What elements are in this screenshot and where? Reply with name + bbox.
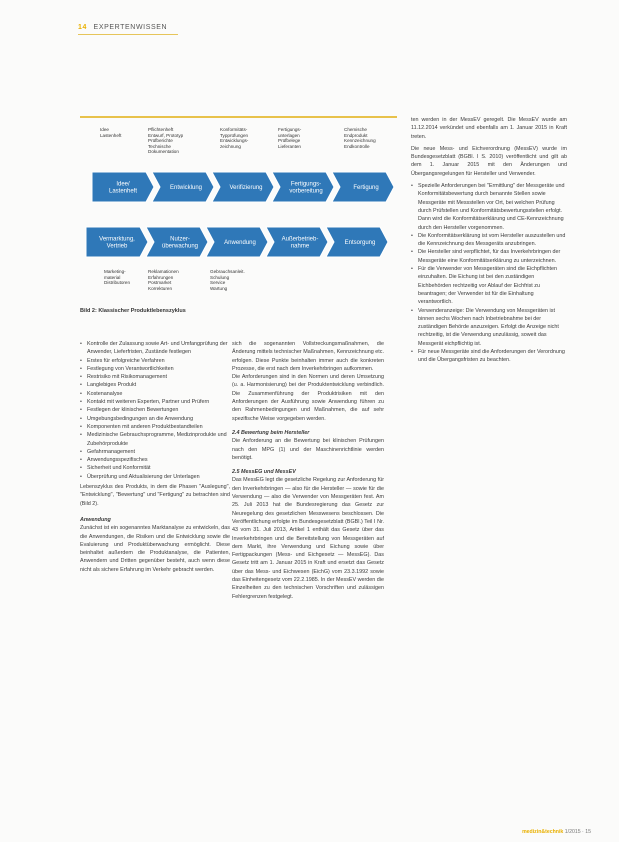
left-bullet-item: • Kontakt mit weiteren Experten, Partner und Prüfern	[80, 398, 230, 406]
middle-paragraph-1: sich die sogenannten Vollstreckungsmaßnahmen, die Änderung mittels technischer Maßnahmen, Kennzeichnung etc. erfolgen. Diese Punkte beinhalten immer auch die konkreten Prozesse, die erst nach dem Inverkehrbringen aufkommen.	[232, 341, 384, 372]
left-bullet-item: • Medizinische Gebrauchsprogramme, Medizinprodukte und Zubehörprodukte	[80, 431, 230, 448]
left-bullet-item: • Kostenanalyse	[80, 390, 230, 398]
issue-page: 1/2015 · 15	[564, 829, 591, 835]
top-category-1: Idee Lastenheft	[100, 127, 122, 138]
phase-row-2	[80, 224, 397, 260]
left-bullet-item: • Komponenten mit anderen Produktbestandteilen	[80, 423, 230, 431]
left-bullet-item: • Erstes für erfolgreiche Verfahren	[80, 357, 230, 365]
right-column	[411, 116, 567, 365]
left-bullet-item: • Überprüfung und Aktualisierung der Unterlagen	[80, 473, 230, 481]
row1-phase-label: Idee/	[116, 181, 130, 188]
row2-phase-4	[266, 227, 328, 257]
middle-column	[232, 340, 384, 601]
row1-phase-4	[272, 172, 334, 202]
page-number: 14	[78, 24, 87, 31]
right-bullet-item: • Verwenderanzeige: Die Verwendung von Messgeräten ist binnen sechs Wochen nach Inbetriebnahme bei der zuständigen Behörde anzuzeigen. Erfolgt die Anzeige nicht rechtzeitig, ist die Verwendung unzulässig, soweit das Messgerät eichpflichtig ist.	[411, 307, 567, 348]
left-bullet-item: • Kontrolle der Zulassung sowie Art- und Umfangprüfung der Anwender, Lieferfristen, Zustände festlegen	[80, 340, 230, 357]
left-bullet-item: • Anwendungsspezifisches	[80, 456, 230, 464]
left-column	[80, 340, 230, 574]
left-bullet-item: • Festlegen der klinischen Bewertungen	[80, 406, 230, 414]
phase-row-1	[80, 169, 397, 205]
row1-phase-label: Lastenheft	[108, 188, 138, 195]
right-bullet-item: • Die Konformitätserklärung ist vom Hersteller auszustellen und die Kennzeichnung des Messgeräts anzubringen.	[411, 232, 567, 249]
top-category-5: Chemische Endprodukt Kennzeichnung Endkontrolle	[344, 127, 376, 149]
left-bullet-item: • Umgebungsbedingungen an die Anwendung	[80, 415, 230, 423]
row2-phase-label: Nutzer-	[170, 236, 190, 243]
top-category-4: Fertigungs- unterlagen Prüfbelege Lieferanten	[278, 127, 302, 149]
left-bullet-item: • Gefahrmanagement	[80, 448, 230, 456]
right-paragraph-2: Die neue Mess- und Eichverordnung (MessEV) wurde im Bundesgesetzblatt (BGBl. I S. 2010) veröffentlicht und gilt ab dem 1. Januar 2015 mit den Änderungen und Übergangsregelungen für Hersteller und Verwender.	[411, 145, 567, 177]
row2-phase-2	[146, 227, 208, 257]
left-bullet-item: • Langlebiges Produkt	[80, 381, 230, 389]
figure-top-rule	[80, 116, 397, 118]
bottom-category-3: Gebrauchsanleit. Schulung Service Wartung	[210, 269, 245, 291]
lifecycle-figure	[80, 111, 397, 316]
row1-phase-label: vorbereitung	[289, 188, 323, 195]
row1-phase-3	[212, 172, 274, 202]
left-paragraph-1: Lebenszyklus des Produkts, in dem die Phasen "Auslegung", "Entwicklung", "Bewertung" und "Fertigung" zu betrachten sind (Bild 2).	[80, 484, 230, 507]
right-bullet-item: • Die Hersteller sind verpflichtet, für das Inverkehrbringen der Messgeräte eine Konformitätserklärung zu unterzeichnen.	[411, 248, 567, 265]
row1-phase-label: Fertigungs-	[290, 181, 322, 188]
bottom-category-2: Reklamationen Erfahrungen Postmarket Korrekturen	[148, 269, 179, 291]
row2-phase-label: Vermarktung,	[99, 236, 135, 243]
right-bullet-list	[411, 182, 567, 365]
section-title: EXPERTENWISSEN	[93, 24, 168, 31]
left-bullet-list	[80, 340, 230, 481]
row1-phase-label: Verifizierung	[229, 185, 263, 191]
left-bullet-item: • Festlegung von Verantwortlichkeiten	[80, 365, 230, 373]
row2-phase-label: Außerbetrieb-	[281, 236, 319, 243]
row2-phase-label: nahme	[290, 243, 310, 250]
top-category-3: Konformitäts- Typprüfungen Entwicklungs- zeichnung	[220, 127, 249, 149]
left-paragraph-2: Zunächst ist ein sogenanntes Marktanalyse zu entwickeln, das die Anwendungen, die Risiken und die Entwicklung sowie die Evaluierung und Produktüberwachung ermöglicht. Diese beinhaltet außerdem die Produktanalyse, die Patienten, Anwendern und Dritten gegenüber besteht, auch wenn diese nicht als sichere Erfahrung im Verkehr gebracht werden.	[80, 525, 230, 573]
right-bullet-item: • Für die Verwender von Messgeräten sind die Eichpflichten einzuhalten. Die Eichung ist bei den zuständigen Eichbehörden rechtzeitig vor Ablauf der Eichfrist zu beantragen; der Verwender ist für die Einhaltung verantwortlich.	[411, 265, 567, 306]
right-bullet-item: • Für neue Messgeräte sind die Anforderungen der Verordnung und die Übergangsfristen zu beachten.	[411, 348, 567, 365]
header-rule	[78, 34, 178, 35]
middle-paragraph-4: Das MessEG legt die gesetzliche Regelung zur Anforderung für den Inverkehrbringen — also für die Hersteller — sowie für die Verwendung — also die Verwender von Messgeräten fest. Am 25. Juli 2013 hat die Bundesregierung das Gesetz zur Neuregelung des gesetzlichen Messwesens beschlossen. Die Veröffentlichung erfolgte im Bundesgesetzblatt (BGBl.) Teil I Nr. 43 vom 31. Juli 2013, Artikel 1 enthält das Gesetz über das Inverkehrbringen und die Bereitstellung von Messgeräten auf dem Markt, ihre Verwendung und Eichung sowie über Fertigpackungen (Mess- und Eichgesetz — MessEG). Das Gesetz tritt am 1. Januar 2015 in Kraft und ersetzt das Gesetz über das Mess- und Eichwesen (EichG) vom 23.3.1992 sowie das Einheitengesetz vom 22.2.1985. In der MessEV werden die Einzelheiten zu den technischen Vorschriften und zulässigen Fehlergrenzen festgelegt.	[232, 477, 384, 600]
row1-phase-2	[152, 172, 214, 202]
page-footer	[522, 829, 591, 835]
row2-phase-label: Vertrieb	[106, 243, 128, 250]
bottom-category-1: Marketing- material Distributoren	[104, 269, 131, 286]
left-bullet-item: • Sicherheit und Konformität	[80, 464, 230, 472]
row1-phase-label: Entwicklung	[169, 185, 203, 191]
journal-name: medizin&technik	[522, 829, 564, 835]
row2-phase-1	[86, 227, 148, 257]
row2-phase-5	[326, 227, 388, 257]
middle-subheading-1: 2.4 Bewertung beim Hersteller	[232, 429, 310, 436]
middle-subheading-2: 2.5 MessEG und MessEV	[232, 469, 296, 476]
row2-phase-label: überwachung	[161, 243, 199, 250]
row1-phase-1	[92, 172, 154, 202]
row1-phase-label: Fertigung	[353, 185, 379, 191]
right-paragraph-1: ten werden in der MessEV geregelt. Die MessEV wurde am 11.12.2014 verkündet und ebenfalls am 1. Januar 2015 in Kraft treten.	[411, 117, 567, 140]
middle-paragraph-2: Die Anforderungen sind in den Normen und deren Umsetzung (u. a. Harmonisierung) bei der Produktentwicklung verbindlich. Die Zusammenführung der Produktrisiken mit den Anforderungen der Ausführung sowie Anwendung führen zu den Rahmenbedingungen und Maßnahmen, die auf sehr spezifische Weise vorgegeben werden.	[232, 374, 384, 422]
page-header	[78, 24, 167, 31]
row1-phase-5	[332, 172, 394, 202]
top-category-2: Pflichtenheft Entwurf, Prototyp Prüfberichte Technische Dokumentation	[148, 127, 184, 155]
row2-phase-label: Anwendung	[224, 240, 256, 246]
right-bullet-item: • Spezielle Anforderungen bei "Ermittlung" der Messgeräte und Konformitätsbewertung durch benannte Stellen sowie Messgeräte mit Messstellen vor Ort, bei welchen Prüfung durch Prüfstellen und Konformitätsbewertungsstellen erfolgt. Dann wird die Konformitätserklärung und CE-Kennzeichnung durch den Hersteller vorgenommen.	[411, 182, 567, 232]
left-bullet-item: • Restrisiko mit Risikomanagement	[80, 373, 230, 381]
left-subheading: Anwendung	[80, 516, 111, 523]
row2-phase-3	[206, 227, 268, 257]
row2-phase-label: Entsorgung	[344, 240, 376, 246]
middle-paragraph-3: Die Anforderung an die Bewertung bei klinischen Prüfungen nach den MPG (1) und der Maschinenrichtlinie werden benötigt.	[232, 438, 384, 461]
figure-caption: Bild 2: Klassischer Produktlebenszyklus	[80, 308, 186, 314]
